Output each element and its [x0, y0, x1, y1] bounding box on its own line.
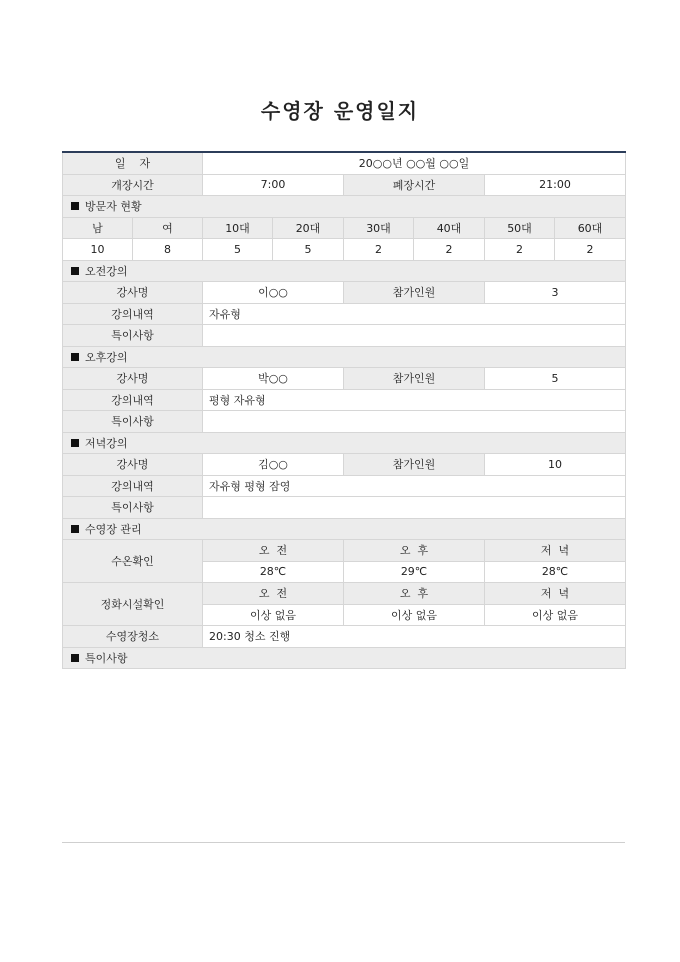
visitors-header-row — [63, 217, 626, 239]
evening-attendees-label: 참가인원 — [344, 454, 485, 476]
water-temp-evening[interactable]: 28℃ — [485, 561, 626, 583]
water-temp-label: 수온확인 — [63, 540, 203, 583]
afternoon-notes-value[interactable] — [203, 411, 626, 433]
square-bullet-icon — [71, 439, 79, 447]
visitor-count-30s[interactable]: 2 — [344, 239, 414, 261]
afternoon-instructor-label: 강사명 — [63, 368, 203, 390]
morning-section-heading: 오전강의 — [63, 260, 626, 282]
morning-attendees-label: 참가인원 — [344, 282, 485, 304]
visitor-count-60s[interactable]: 2 — [555, 239, 626, 261]
afternoon-section-heading: 오후강의 — [63, 346, 626, 368]
remarks-section-heading: 특이사항 — [63, 647, 626, 669]
filter-status-morning[interactable]: 이상 없음 — [203, 604, 344, 626]
visitor-header-50s: 50대 — [485, 217, 555, 239]
filter-check-label: 정화시설확인 — [63, 583, 203, 626]
morning-content-value[interactable]: 자유형 — [203, 303, 626, 325]
afternoon-notes-row — [63, 411, 626, 433]
visitor-header-40s: 40대 — [414, 217, 485, 239]
morning-notes-row — [63, 325, 626, 347]
visitors-section-row — [63, 196, 626, 218]
morning-content-row — [63, 303, 626, 325]
afternoon-content-row — [63, 389, 626, 411]
visitor-header-20s: 20대 — [273, 217, 344, 239]
evening-section-heading: 저녁강의 — [63, 432, 626, 454]
visitor-header-10s: 10대 — [203, 217, 273, 239]
filter-status-evening[interactable]: 이상 없음 — [485, 604, 626, 626]
management-section-row — [63, 518, 626, 540]
square-bullet-icon — [71, 525, 79, 533]
visitor-count-male[interactable]: 10 — [63, 239, 133, 261]
water-temp-period-afternoon: 오 후 — [344, 540, 485, 562]
visitor-header-60s: 60대 — [555, 217, 626, 239]
evening-notes-label: 특이사항 — [63, 497, 203, 519]
water-temp-period-morning: 오 전 — [203, 540, 344, 562]
afternoon-attendees-label: 참가인원 — [344, 368, 485, 390]
water-temp-period-evening: 저 녁 — [485, 540, 626, 562]
visitor-header-male: 남 — [63, 217, 133, 239]
evening-content-row — [63, 475, 626, 497]
visitor-count-50s[interactable]: 2 — [485, 239, 555, 261]
visitor-count-10s[interactable]: 5 — [203, 239, 273, 261]
close-time-value[interactable]: 21:00 — [485, 174, 626, 196]
afternoon-content-value[interactable]: 평형 자유형 — [203, 389, 626, 411]
morning-instructor-row — [63, 282, 626, 304]
evening-notes-row — [63, 497, 626, 519]
visitors-value-row — [63, 239, 626, 261]
filter-period-row — [63, 583, 626, 605]
evening-content-label: 강의내역 — [63, 475, 203, 497]
evening-instructor-label: 강사명 — [63, 454, 203, 476]
cleaning-label: 수영장청소 — [63, 626, 203, 648]
filter-period-evening: 저 녁 — [485, 583, 626, 605]
evening-instructor-value[interactable]: 김○○ — [203, 454, 344, 476]
open-time-value[interactable]: 7:00 — [203, 174, 344, 196]
remarks-section-row — [63, 647, 626, 669]
evening-section-row — [63, 432, 626, 454]
afternoon-attendees-value[interactable]: 5 — [485, 368, 626, 390]
cleaning-row — [63, 626, 626, 648]
water-temp-period-row — [63, 540, 626, 562]
management-section-heading: 수영장 관리 — [63, 518, 626, 540]
morning-instructor-label: 강사명 — [63, 282, 203, 304]
date-row — [63, 152, 626, 174]
evening-attendees-value[interactable]: 10 — [485, 454, 626, 476]
square-bullet-icon — [71, 353, 79, 361]
square-bullet-icon — [71, 202, 79, 210]
morning-instructor-value[interactable]: 이○○ — [203, 282, 344, 304]
evening-content-value[interactable]: 자유형 평형 잠영 — [203, 475, 626, 497]
evening-instructor-row — [63, 454, 626, 476]
visitor-count-20s[interactable]: 5 — [273, 239, 344, 261]
afternoon-instructor-value[interactable]: 박○○ — [203, 368, 344, 390]
footer-divider — [62, 842, 625, 843]
visitor-count-female[interactable]: 8 — [133, 239, 203, 261]
open-time-label: 개장시간 — [63, 174, 203, 196]
page-title: 수영장 운영일지 — [260, 99, 420, 123]
morning-content-label: 강의내역 — [63, 303, 203, 325]
morning-attendees-value[interactable]: 3 — [485, 282, 626, 304]
close-time-label: 폐장시간 — [344, 174, 485, 196]
visitor-header-female: 여 — [133, 217, 203, 239]
visitors-section-heading: 방문자 현황 — [63, 196, 626, 218]
afternoon-notes-label: 특이사항 — [63, 411, 203, 433]
hours-row — [63, 174, 626, 196]
water-temp-afternoon[interactable]: 29℃ — [344, 561, 485, 583]
cleaning-value[interactable]: 20:30 청소 진행 — [203, 626, 626, 648]
date-value[interactable]: 20○○년 ○○월 ○○일 — [203, 152, 626, 174]
filter-status-afternoon[interactable]: 이상 없음 — [344, 604, 485, 626]
water-temp-morning[interactable]: 28℃ — [203, 561, 344, 583]
evening-notes-value[interactable] — [203, 497, 626, 519]
pool-log-table — [62, 151, 626, 669]
filter-period-morning: 오 전 — [203, 583, 344, 605]
date-label: 일 자 — [63, 152, 203, 174]
square-bullet-icon — [71, 267, 79, 275]
filter-period-afternoon: 오 후 — [344, 583, 485, 605]
morning-section-row — [63, 260, 626, 282]
afternoon-section-row — [63, 346, 626, 368]
morning-notes-label: 특이사항 — [63, 325, 203, 347]
afternoon-instructor-row — [63, 368, 626, 390]
morning-notes-value[interactable] — [203, 325, 626, 347]
afternoon-content-label: 강의내역 — [63, 389, 203, 411]
visitor-header-30s: 30대 — [344, 217, 414, 239]
square-bullet-icon — [71, 654, 79, 662]
visitor-count-40s[interactable]: 2 — [414, 239, 485, 261]
